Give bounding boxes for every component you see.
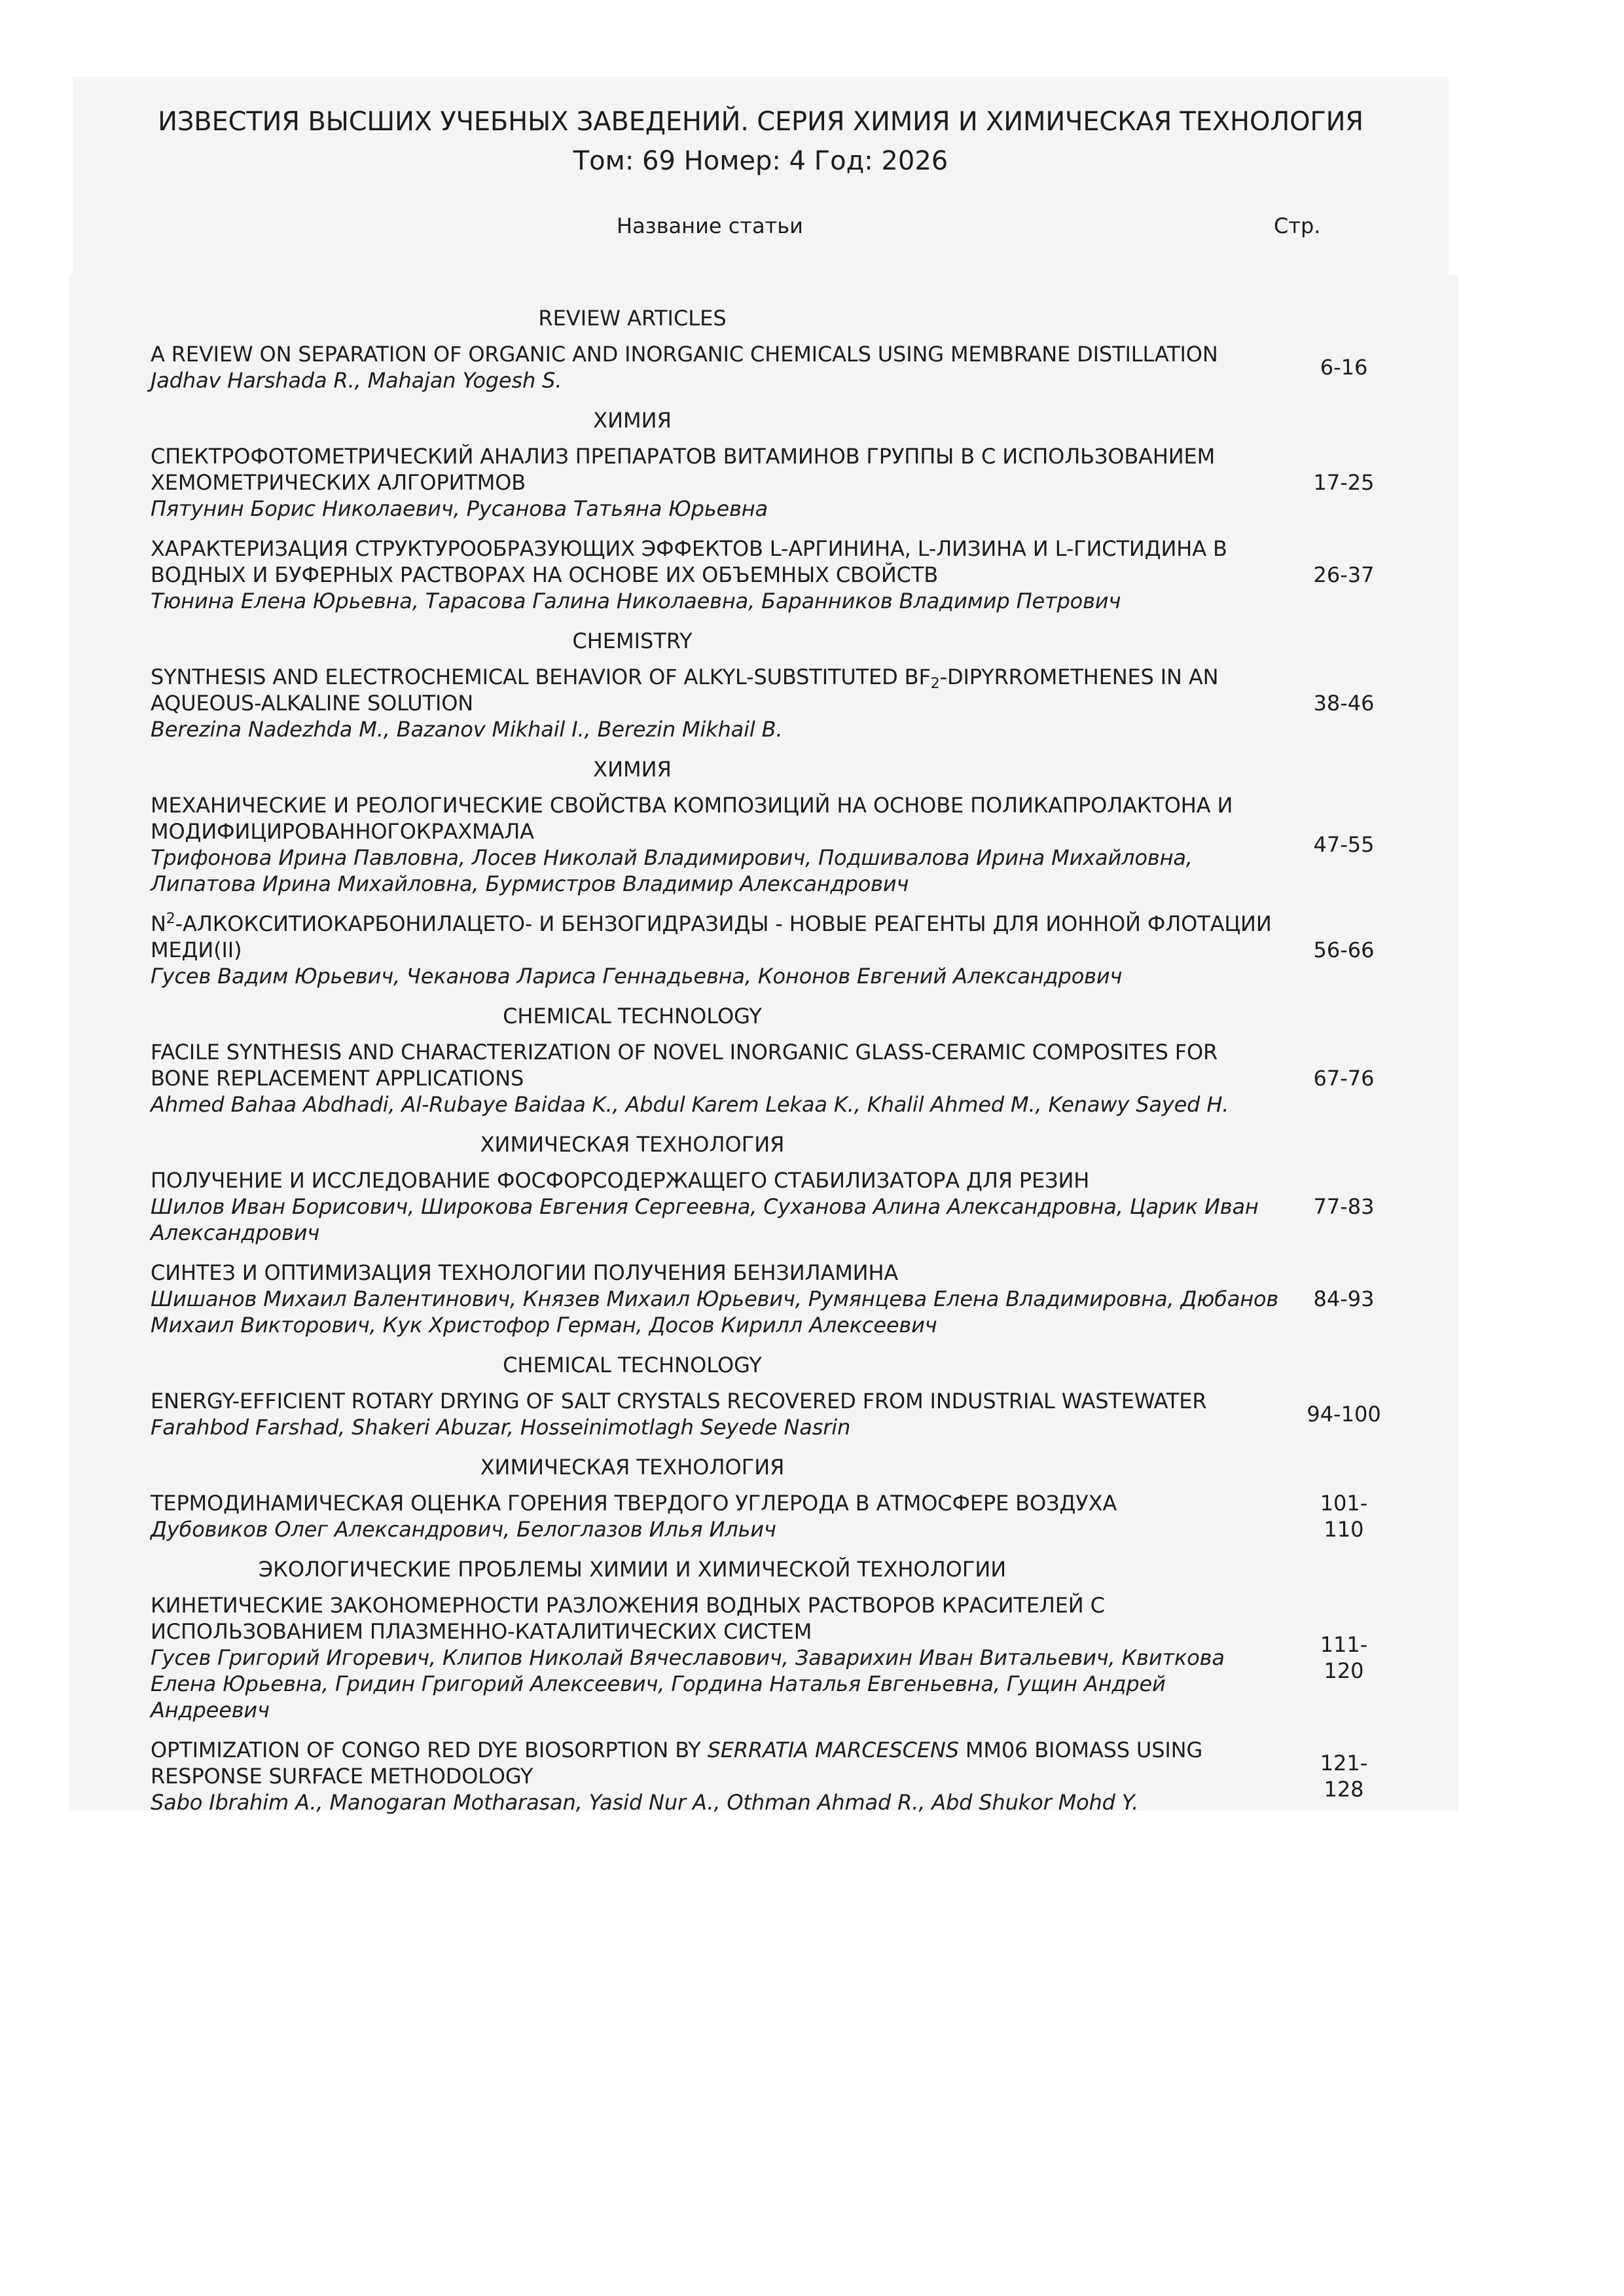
article-text [151,664,1283,742]
article-authors: Гусев Григорий Игоревич, Клипов Николай Вячеславович, Заварихин Иван Витальевич, Квиткова Елена Юрьевна, Гридин Григорий Алексеевич, Гордина Наталья Евгеньевна, Гущин Андрей Андреевич [151,1645,1225,1722]
article-entry[interactable] [151,664,1451,742]
section-heading: CHEMICAL TECHNOLOGY [503,1004,762,1029]
article-title[interactable]: ПОЛУЧЕНИЕ И ИССЛЕДОВАНИЕ ФОСФОРСОДЕРЖАЩЕГО СТАБИЛИЗАТОРА ДЛЯ РЕЗИН [151,1168,1090,1193]
issue-line: Том: 69 Номер: 4 Год: 2026 [573,146,948,176]
article-entry[interactable] [151,443,1451,522]
article-text [151,536,1283,614]
article-pages: 26-37 [1313,562,1375,587]
section-heading: REVIEW ARTICLES [538,306,727,331]
article-entry[interactable] [151,792,1451,897]
article-text [151,341,1283,393]
article-text [151,1490,1283,1542]
article-authors: Berezina Nadezhda M., Bazanov Mikhail I., Berezin Mikhail B. [151,717,783,742]
article-entry[interactable] [151,341,1451,393]
article-entry[interactable] [151,1490,1451,1542]
subscript: 2 [930,676,940,692]
article-authors: Jadhav Harshada R., Mahajan Yogesh S. [151,368,562,393]
article-pages: 84-93 [1313,1286,1375,1311]
article-pages: 77-83 [1313,1194,1375,1219]
section-heading: ХИМИЧЕСКАЯ ТЕХНОЛОГИЯ [480,1132,785,1157]
article-pages: 67-76 [1313,1066,1375,1091]
article-authors: Шишанов Михаил Валентинович, Князев Михаил Юрьевич, Румянцева Елена Владимировна, Дюбанов Михаил Викторович, Кук Христофор Герман, Досов Кирилл Алексеевич [151,1286,1279,1338]
species-name: SERRATIA MARCESCENS [707,1738,959,1762]
article-authors: Ahmed Bahaa Abdhadi, Al-Rubaye Baidaa K., Abdul Karem Lekaa K., Khalil Ahmed M., Kenawy Sayed H. [151,1092,1229,1117]
article-text [151,792,1283,897]
section-heading: ХИМИЧЕСКАЯ ТЕХНОЛОГИЯ [480,1455,785,1480]
article-title[interactable]: ХАРАКТЕРИЗАЦИЯ СТРУКТУРООБРАЗУЮЩИХ ЭФФЕКТОВ L-АРГИНИНА, L-ЛИЗИНА И L-ГИСТИДИНА В ВОДНЫХ И БУФЕРНЫХ РАСТВОРАХ НА ОСНОВЕ ИХ ОБЪЕМНЫХ СВОЙСТВ [151,536,1227,587]
article-title[interactable]: СПЕКТРОФОТОМЕТРИЧЕСКИЙ АНАЛИЗ ПРЕПАРАТОВ ВИТАМИНОВ ГРУППЫ В С ИСПОЛЬЗОВАНИЕМ ХЕМОМЕТРИЧЕСКИХ АЛГОРИТМОВ [151,444,1216,495]
article-title[interactable]: СИНТЕЗ И ОПТИМИЗАЦИЯ ТЕХНОЛОГИИ ПОЛУЧЕНИЯ БЕНЗИЛАМИНА [151,1260,899,1285]
article-authors: Гусев Вадим Юрьевич, Чеканова Лариса Геннадьевна, Кононов Евгений Александрович [151,964,1123,989]
article-entry[interactable] [151,1388,1451,1440]
section-heading: ХИМИЯ [593,757,672,782]
journal-title: ИЗВЕСТИЯ ВЫСШИХ УЧЕБНЫХ ЗАВЕДЕНИЙ. СЕРИЯ ХИМИЯ И ХИМИЧЕСКАЯ ТЕХНОЛОГИЯ [158,107,1363,137]
article-text [151,443,1283,522]
article-entry[interactable] [151,1737,1451,1815]
article-text [151,1737,1283,1815]
section-heading: CHEMICAL TECHNOLOGY [503,1353,762,1377]
article-title[interactable]: FACILE SYNTHESIS AND CHARACTERIZATION OF NOVEL INORGANIC GLASS-CERAMIC COMPOSITES FOR BONE REPLACEMENT APPLICATIONS [151,1040,1218,1091]
article-title[interactable]: МЕХАНИЧЕСКИЕ И РЕОЛОГИЧЕСКИЕ СВОЙСТВА КОМПОЗИЦИЙ НА ОСНОВЕ ПОЛИКАПРОЛАКТОНА И МОДИФИЦИРОВАННОГОКРАХМАЛА [151,793,1233,844]
article-title[interactable]: OPTIMIZATION OF CONGO RED DYE BIOSORPTION BY SERRATIA MARCESCENS MM06 BIOMASS USING RESPONSE SURFACE METHODOLOGY [151,1738,1203,1789]
article-pages: 121-128 [1320,1751,1368,1802]
article-authors: Пятунин Борис Николаевич, Русанова Татьяна Юрьевна [151,496,768,521]
article-text [151,1167,1283,1246]
article-pages: 17-25 [1313,470,1375,495]
article-pages: 94-100 [1307,1402,1381,1427]
article-title[interactable]: SYNTHESIS AND ELECTROCHEMICAL BEHAVIOR OF ALKYL-SUBSTITUTED $BF_2$-DIPYRROMETHENES IN AN AQUEOUS-ALKALINE SOLUTION [151,665,1219,716]
article-authors: Farahbod Farshad, Shakeri Abuzar, Hosseinimotlagh Seyede Nasrin [151,1415,851,1440]
article-entry[interactable] [151,1592,1451,1723]
article-pages: 101-110 [1320,1491,1368,1542]
article-entry[interactable] [151,1039,1451,1118]
article-pages: 56-66 [1313,938,1375,962]
section-heading: ЭКОЛОГИЧЕСКИЕ ПРОБЛЕМЫ ХИМИИ И ХИМИЧЕСКОЙ ТЕХНОЛОГИИ [258,1557,1007,1582]
article-pages: 38-46 [1313,691,1375,716]
superscript: 2 [166,911,175,927]
article-authors: Тюнина Елена Юрьевна, Тарасова Галина Николаевна, Баранников Владимир Петрович [151,589,1121,613]
article-entry[interactable] [151,536,1451,614]
article-authors: Шилов Иван Борисович, Широкова Евгения Сергеевна, Суханова Алина Александровна, Царик Иван Александрович [151,1194,1259,1245]
section-heading: CHEMISTRY [572,629,693,653]
article-text [151,1592,1283,1723]
article-text [151,911,1283,989]
article-text [151,1388,1283,1440]
section-heading: ХИМИЯ [593,408,672,433]
column-header-article-title: Название статьи [617,213,803,238]
article-authors: Sabo Ibrahim A., Manogaran Motharasan, Yasid Nur A., Othman Ahmad R., Abd Shukor Mohd Y. [151,1790,1139,1815]
article-title[interactable]: ENERGY-EFFICIENT ROTARY DRYING OF SALT CRYSTALS RECOVERED FROM INDUSTRIAL WASTEWATER [151,1389,1207,1413]
article-pages: 111-120 [1320,1632,1368,1683]
article-text [151,1039,1283,1118]
table-of-contents [151,305,1451,1829]
article-title[interactable]: ТЕРМОДИНАМИЧЕСКАЯ ОЦЕНКА ГОРЕНИЯ ТВЕРДОГО УГЛЕРОДА В АТМОСФЕРЕ ВОЗДУХА [151,1491,1117,1516]
article-title[interactable]: КИНЕТИЧЕСКИЕ ЗАКОНОМЕРНОСТИ РАЗЛОЖЕНИЯ ВОДНЫХ РАСТВОРОВ КРАСИТЕЛЕЙ С ИСПОЛЬЗОВАНИЕМ ПЛАЗМЕННО-КАТАЛИТИЧЕСКИХ СИСТЕМ [151,1593,1105,1644]
article-entry[interactable] [151,1167,1451,1246]
article-authors: Трифонова Ирина Павловна, Лосев Николай Владимирович, Подшивалова Ирина Михайловна, Липатова Ирина Михайловна, Бурмистров Владимир Александрович [151,845,1193,896]
article-title[interactable]: $N^2-АЛКОКСИТИОКАРБОНИЛАЦЕТО-$ И БЕНЗОГИДРАЗИДЫ - НОВЫЕ РЕАГЕНТЫ ДЛЯ ИОННОЙ ФЛОТАЦИИ МЕДИ(II) [151,911,1272,962]
column-header-pages: Стр. [1274,213,1321,238]
article-pages: 6-16 [1320,355,1368,380]
article-entry[interactable] [151,911,1451,989]
article-authors: Дубовиков Олег Александрович, Белоглазов Илья Ильич [151,1517,776,1542]
article-entry[interactable] [151,1260,1451,1338]
article-pages: 47-55 [1313,832,1375,857]
article-text [151,1260,1283,1338]
article-title[interactable]: A REVIEW ON SEPARATION OF ORGANIC AND INORGANIC CHEMICALS USING MEMBRANE DISTILLATION [151,342,1218,367]
